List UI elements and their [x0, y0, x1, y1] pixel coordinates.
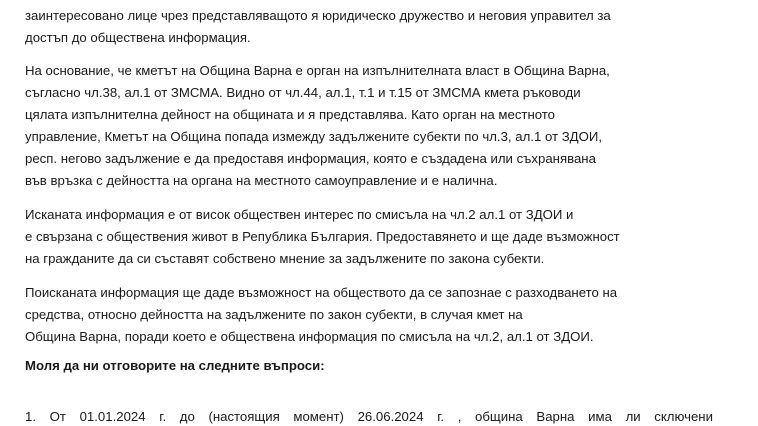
- paragraph-2-line-4: управление, Кметът на Община попада измежду задължените субекти по чл.3, ал.1 от ЗДОИ,: [25, 129, 602, 144]
- question-1-word: г.: [159, 409, 167, 424]
- paragraph-2-line-5: респ. негово задължение е да предоставя информация, която е създадена или съхранявана: [25, 151, 596, 166]
- paragraph-1-line-2: достъп до обществена информация.: [25, 30, 251, 45]
- question-1-line: [25, 408, 713, 425]
- questions-heading: Моля да ни отговорите на следните въпроси:: [25, 358, 325, 373]
- paragraph-3-line-3: на гражданите да си съставят собствено мнение за задължените по закона субекти.: [25, 251, 545, 266]
- paragraph-4-line-3: Община Варна, поради което е обществена информация по смисъла на чл.2, ал.1 от ЗДОИ.: [25, 329, 594, 344]
- paragraph-2-line-2: съгласно чл.38, ал.1 от ЗМСМА. Видно от чл.44, ал.1, т.1 и т.15 от ЗМСМА кмета ръководи: [25, 85, 581, 100]
- paragraph-4-line-2: средства, относно дейността на задължените по закон субекти, в случая кмет на: [25, 307, 523, 322]
- question-1-word: ,: [457, 409, 462, 424]
- question-1-word: (настоящия: [208, 409, 280, 424]
- paragraph-2-line-1: На основание, че кметът на Община Варна е орган на изпълнителната власт в Община Варна,: [25, 63, 610, 78]
- question-1-word: ли: [625, 409, 641, 424]
- question-1-word: От: [49, 409, 66, 424]
- question-1-word: Варна: [536, 409, 575, 424]
- question-1-word: 01.01.2024: [79, 409, 146, 424]
- paragraph-3-line-1: Исканата информация е от висок обществен интерес по смисъла на чл.2 ал.1 от ЗДОИ и: [25, 207, 574, 222]
- question-1-word: има: [588, 409, 612, 424]
- question-1-word: сключени: [654, 409, 713, 424]
- paragraph-4-line-1: Поисканата информация ще даде възможност на обществото да се запознае с разходването на: [25, 285, 618, 300]
- question-1-word: г.: [437, 409, 445, 424]
- question-1-word: община: [475, 409, 523, 424]
- paragraph-2-line-6: във връзка с дейността на органа на местното самоуправление и е налична.: [25, 173, 498, 188]
- question-1-word: момент): [293, 409, 344, 424]
- paragraph-3-line-2: е свързана с обществения живот в Република България. Предоставянето и ще даде възможност: [25, 229, 620, 244]
- question-1-word: 26.06.2024: [357, 409, 424, 424]
- question-1-word: 1.: [25, 409, 36, 424]
- paragraph-1-line-1: заинтересовано лице чрез представляващото я юридическо дружество и неговия управител за: [25, 8, 611, 23]
- question-1-word: до: [179, 409, 195, 424]
- paragraph-2-line-3: цялата изпълнителна дейност на общината и я представлява. Като орган на местното: [25, 107, 556, 122]
